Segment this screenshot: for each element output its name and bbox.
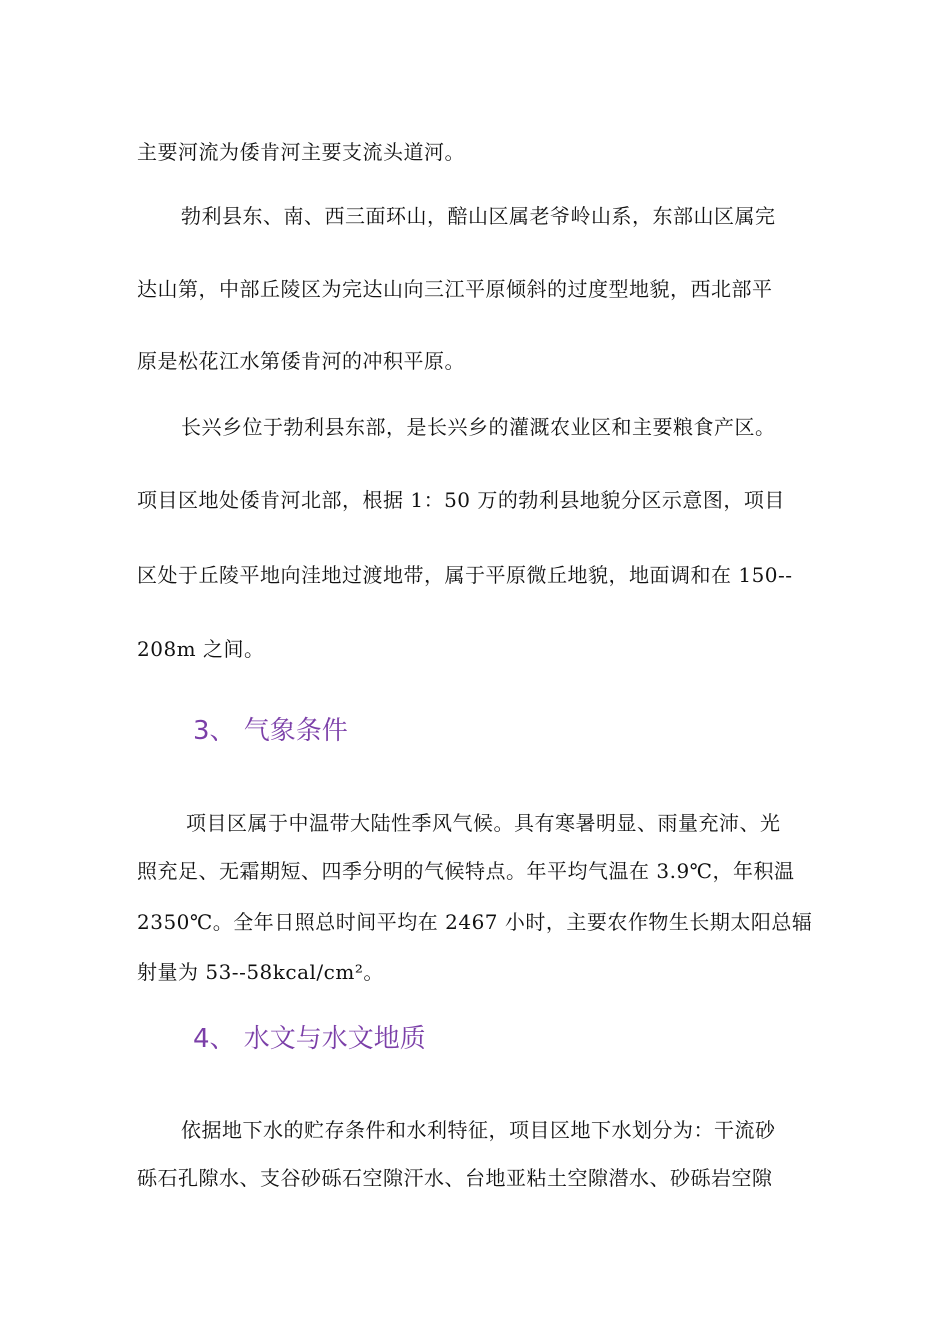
paragraph-line: 原是松花江水第倭肯河的冲积平原。 — [137, 349, 465, 373]
paragraph-line: 砾石孔隙水、支谷砂砾石空隙汗水、台地亚粘土空隙潜水、砂砾岩空隙 — [137, 1166, 773, 1190]
paragraph-line: 208m 之间。 — [137, 637, 265, 661]
section-heading: 4、 水文与水文地质 — [193, 1024, 426, 1054]
paragraph-line: 勃利县东、南、西三面环山，醅山区属老爷岭山系，东部山区属完 — [181, 204, 776, 228]
paragraph-line: 2350℃。全年日照总时间平均在 2467 小时，主要农作物生长期太阳总辐 — [137, 910, 813, 934]
section-heading: 3、 气象条件 — [193, 716, 348, 746]
paragraph-line: 项目区属于中温带大陆性季风气候。具有寒暑明显、雨量充沛、光 — [186, 811, 781, 835]
paragraph-line: 达山第，中部丘陵区为完达山向三江平原倾斜的过度型地貌，西北部平 — [137, 277, 773, 301]
paragraph-line: 照充足、无霜期短、四季分明的气候特点。年平均气温在 3.9℃，年积温 — [137, 859, 795, 883]
paragraph-line: 项目区地处倭肯河北部，根据 1：50 万的勃利县地貌分区示意图，项目 — [137, 488, 785, 512]
paragraph-line: 长兴乡位于勃利县东部，是长兴乡的灌溉农业区和主要粮食产区。 — [181, 415, 776, 439]
paragraph-line: 射量为 53--58kcal/cm²。 — [137, 960, 384, 984]
paragraph-line: 依据地下水的贮存条件和水利特征，项目区地下水划分为：干流砂 — [181, 1118, 776, 1142]
paragraph-line: 主要河流为倭肯河主要支流头道河。 — [137, 140, 465, 164]
paragraph-line: 区处于丘陵平地向洼地过渡地带，属于平原微丘地貌，地面调和在 150-- — [137, 563, 793, 587]
